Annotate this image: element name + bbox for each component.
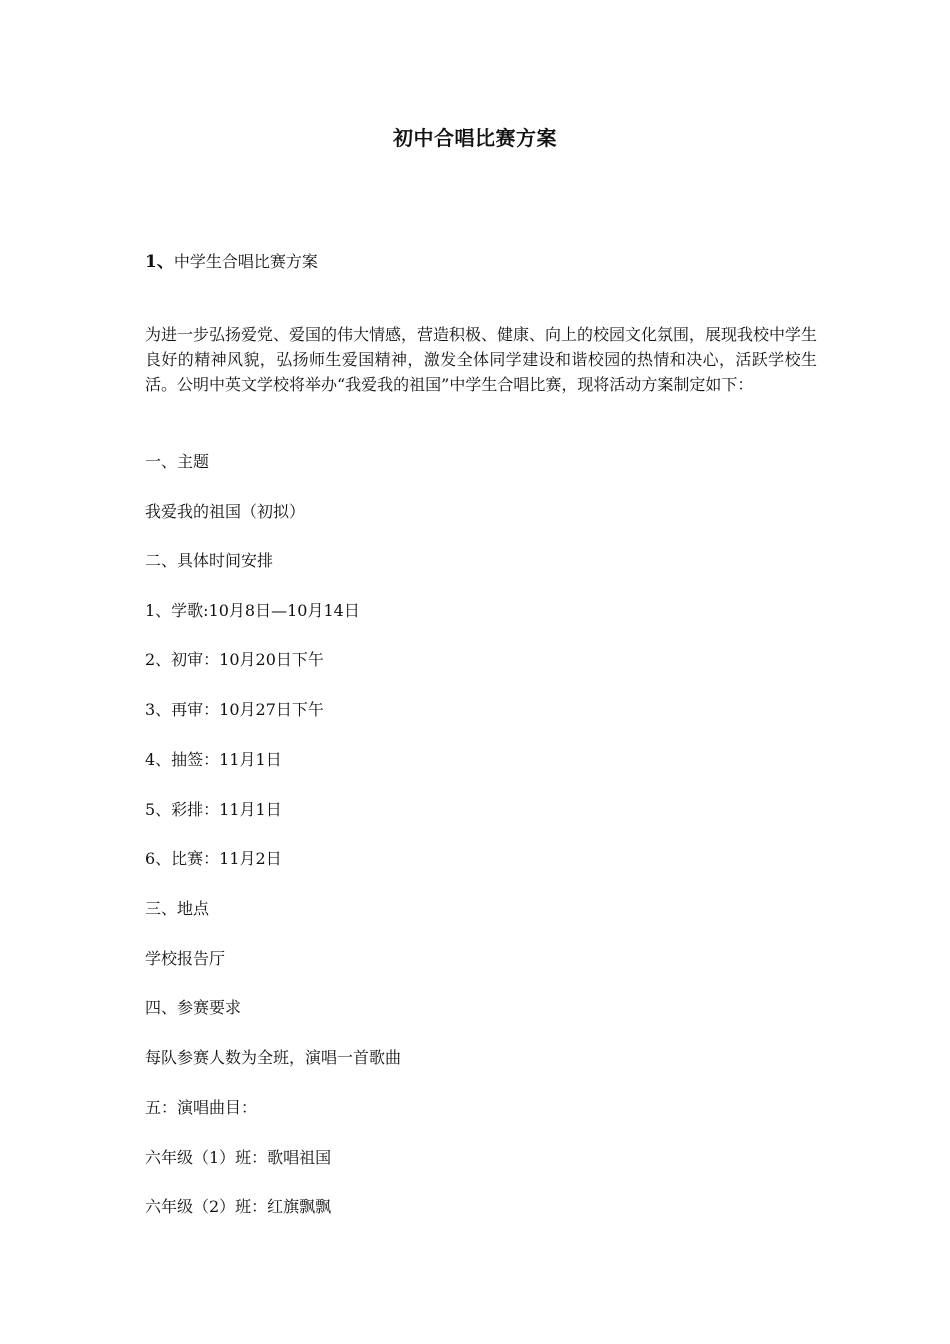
heading-theme: 一、主题 — [145, 452, 210, 471]
schedule-item: 2、初审：10月20日下午 — [145, 650, 324, 669]
location-text: 学校报告厅 — [145, 949, 226, 968]
heading-location: 三、地点 — [145, 899, 210, 918]
heading-songs: 五：演唱曲目： — [145, 1098, 258, 1117]
theme-text: 我爱我的祖国（初拟） — [145, 502, 306, 521]
schedule-item: 5、彩排：11月1日 — [145, 800, 282, 819]
intro-paragraph: 为进一步弘扬爱党、爱国的伟大情感，营造积极、健康、向上的校园文化氛围，展现我校中学生良好的精神风貌，弘扬师生爱国精神，激发全体同学建设和谐校园的热情和决心，活跃学校生活。公明中英文学校将举办“我爱我的祖国”中学生合唱比赛，现将活动方案制定如下： — [145, 325, 818, 394]
heading-schedule: 二、具体时间安排 — [145, 551, 274, 570]
song-item: 六年级（1）班：歌唱祖国 — [145, 1148, 332, 1167]
schedule-item: 3、再审：10月27日下午 — [145, 700, 324, 719]
section-label: 中学生合唱比赛方案 — [173, 252, 318, 271]
schedule-item: 4、抽签：11月1日 — [145, 750, 282, 769]
document-title: 初中合唱比赛方案 — [393, 126, 557, 150]
section-number: 1、 — [145, 252, 174, 272]
heading-requirements: 四、参赛要求 — [145, 998, 242, 1017]
section-heading — [145, 250, 318, 274]
schedule-item: 1、学歌:10月8日—10月14日 — [145, 601, 360, 620]
schedule-item: 6、比赛：11月2日 — [145, 849, 282, 868]
requirements-text: 每队参赛人数为全班，演唱一首歌曲 — [145, 1048, 402, 1067]
song-item: 六年级（2）班：红旗飘飘 — [145, 1197, 332, 1216]
